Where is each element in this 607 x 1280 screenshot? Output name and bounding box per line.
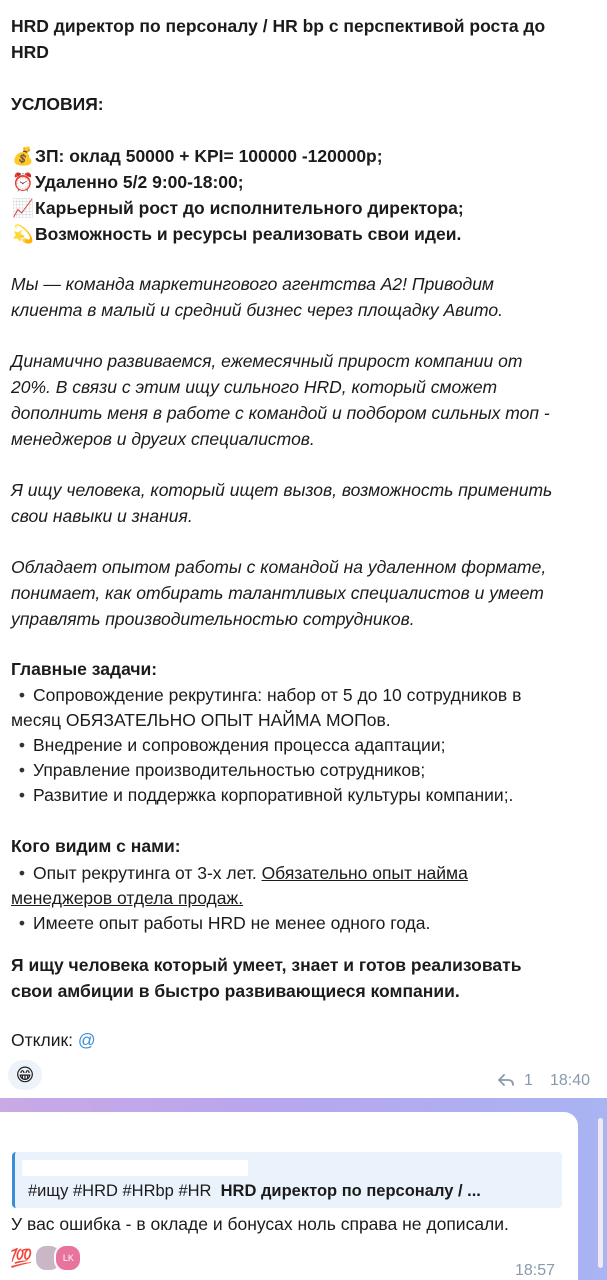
money-bag-icon: 💰: [12, 146, 34, 166]
bullet-icon: •: [18, 913, 26, 933]
quoted-author-hidden: [22, 1160, 248, 1176]
growth-text: Динамично развиваемся, ежемесячный прирост компании от: [11, 351, 523, 371]
task-item: • Сопровождение рекрутинга: набор от 5 до 10 сотрудников в: [11, 682, 521, 708]
dizzy-icon: 💫: [12, 224, 34, 244]
experience-text: понимает, как отбирать талантливых специалистов и умеет: [11, 583, 544, 603]
growth-text: дополнить меня в работе с командой и подбором сильных топ -: [11, 403, 550, 423]
bullet-icon: •: [18, 863, 26, 883]
seeking-text: Я ищу человека, который ищет вызов, возможность применить: [11, 480, 553, 500]
response-mention-link[interactable]: @: [77, 1030, 96, 1050]
reply-count[interactable]: 1: [524, 1072, 533, 1089]
post-title: HRD директор по персоналу / HR bp с перспективой роста до: [11, 16, 546, 36]
task-item-continued: месяц ОБЯЗАТЕЛЬНО ОПЫТ НАЙМА МОПов.: [11, 710, 391, 730]
who-heading: Кого видим с нами:: [11, 836, 181, 856]
tasks-heading: Главные задачи:: [11, 659, 158, 679]
condition-ideas: 💫Возможность и ресурсы реализовать свои идеи.: [11, 221, 461, 247]
scrollbar[interactable]: [598, 1118, 603, 1268]
task-item: • Внедрение и сопровождения процесса адаптации;: [11, 732, 445, 758]
experience-text: управлять производительностью сотрудников.: [11, 609, 415, 629]
growth-text: менеджеров и других специалистов.: [11, 429, 315, 449]
chart-up-icon: 📈: [12, 198, 34, 218]
condition-schedule: ⏰Удаленно 5/2 9:00-18:00;: [11, 169, 244, 195]
bullet-icon: •: [18, 735, 26, 755]
underlined-text: Обязательно опыт найма: [261, 863, 468, 883]
conditions-heading: УСЛОВИЯ:: [11, 94, 104, 114]
response-line: Отклик: @: [11, 1030, 96, 1050]
experience-text: Обладает опытом работы с командой на удаленном формате,: [11, 557, 547, 577]
condition-salary: 💰ЗП: оклад 50000 + KPI= 100000 -120000р;: [11, 143, 383, 169]
requirement-item: • Имеете опыт работы HRD не менее одного года.: [11, 910, 430, 936]
task-item: • Развитие и поддержка корпоративной культуры компании;.: [11, 782, 513, 808]
condition-career: 📈Карьерный рост до исполнительного директора;: [11, 195, 464, 221]
underlined-text: менеджеров отдела продаж.: [11, 888, 244, 908]
requirement-item: • Опыт рекрутинга от 3-х лет. Обязательно опыт найма: [11, 860, 468, 886]
seeking-text: свои навыки и знания.: [11, 506, 193, 526]
reply-time: 18:57: [515, 1262, 556, 1279]
reply-reactions[interactable]: [10, 1244, 82, 1272]
intro-text: клиента в малый и средний бизнес через площадку Авито.: [11, 300, 503, 320]
task-item: • Управление производительностью сотрудников;: [11, 757, 425, 783]
bullet-icon: •: [18, 785, 26, 805]
bullet-icon: •: [18, 760, 26, 780]
avatar[interactable]: LK: [54, 1244, 82, 1272]
reaction-grinning-icon[interactable]: 😁: [8, 1060, 42, 1090]
hundred-points-icon[interactable]: 💯: [10, 1247, 33, 1268]
alarm-clock-icon: ⏰: [12, 172, 34, 192]
reply-text: У вас ошибка - в окладе и бонусах ноль справа не дописали.: [11, 1214, 509, 1234]
post-title-continued: HRD: [11, 42, 49, 62]
bullet-icon: •: [18, 685, 26, 705]
reply-arrow-icon[interactable]: [497, 1072, 515, 1093]
message-time: 18:40: [550, 1072, 591, 1089]
quoted-text: #ищу #HRD #HRbp #HR HRD директор по персоналу / ...: [28, 1182, 481, 1200]
intro-text: Мы — команда маркетингового агентства А2! Приводим: [11, 274, 494, 294]
growth-text: 20%. В связи с этим ищу сильного HRD, который сможет: [11, 377, 498, 397]
closing-text: свои амбиции в быстро развивающиеся компании.: [11, 981, 460, 1001]
closing-text: Я ищу человека который умеет, знает и готов реализовать: [11, 955, 522, 975]
